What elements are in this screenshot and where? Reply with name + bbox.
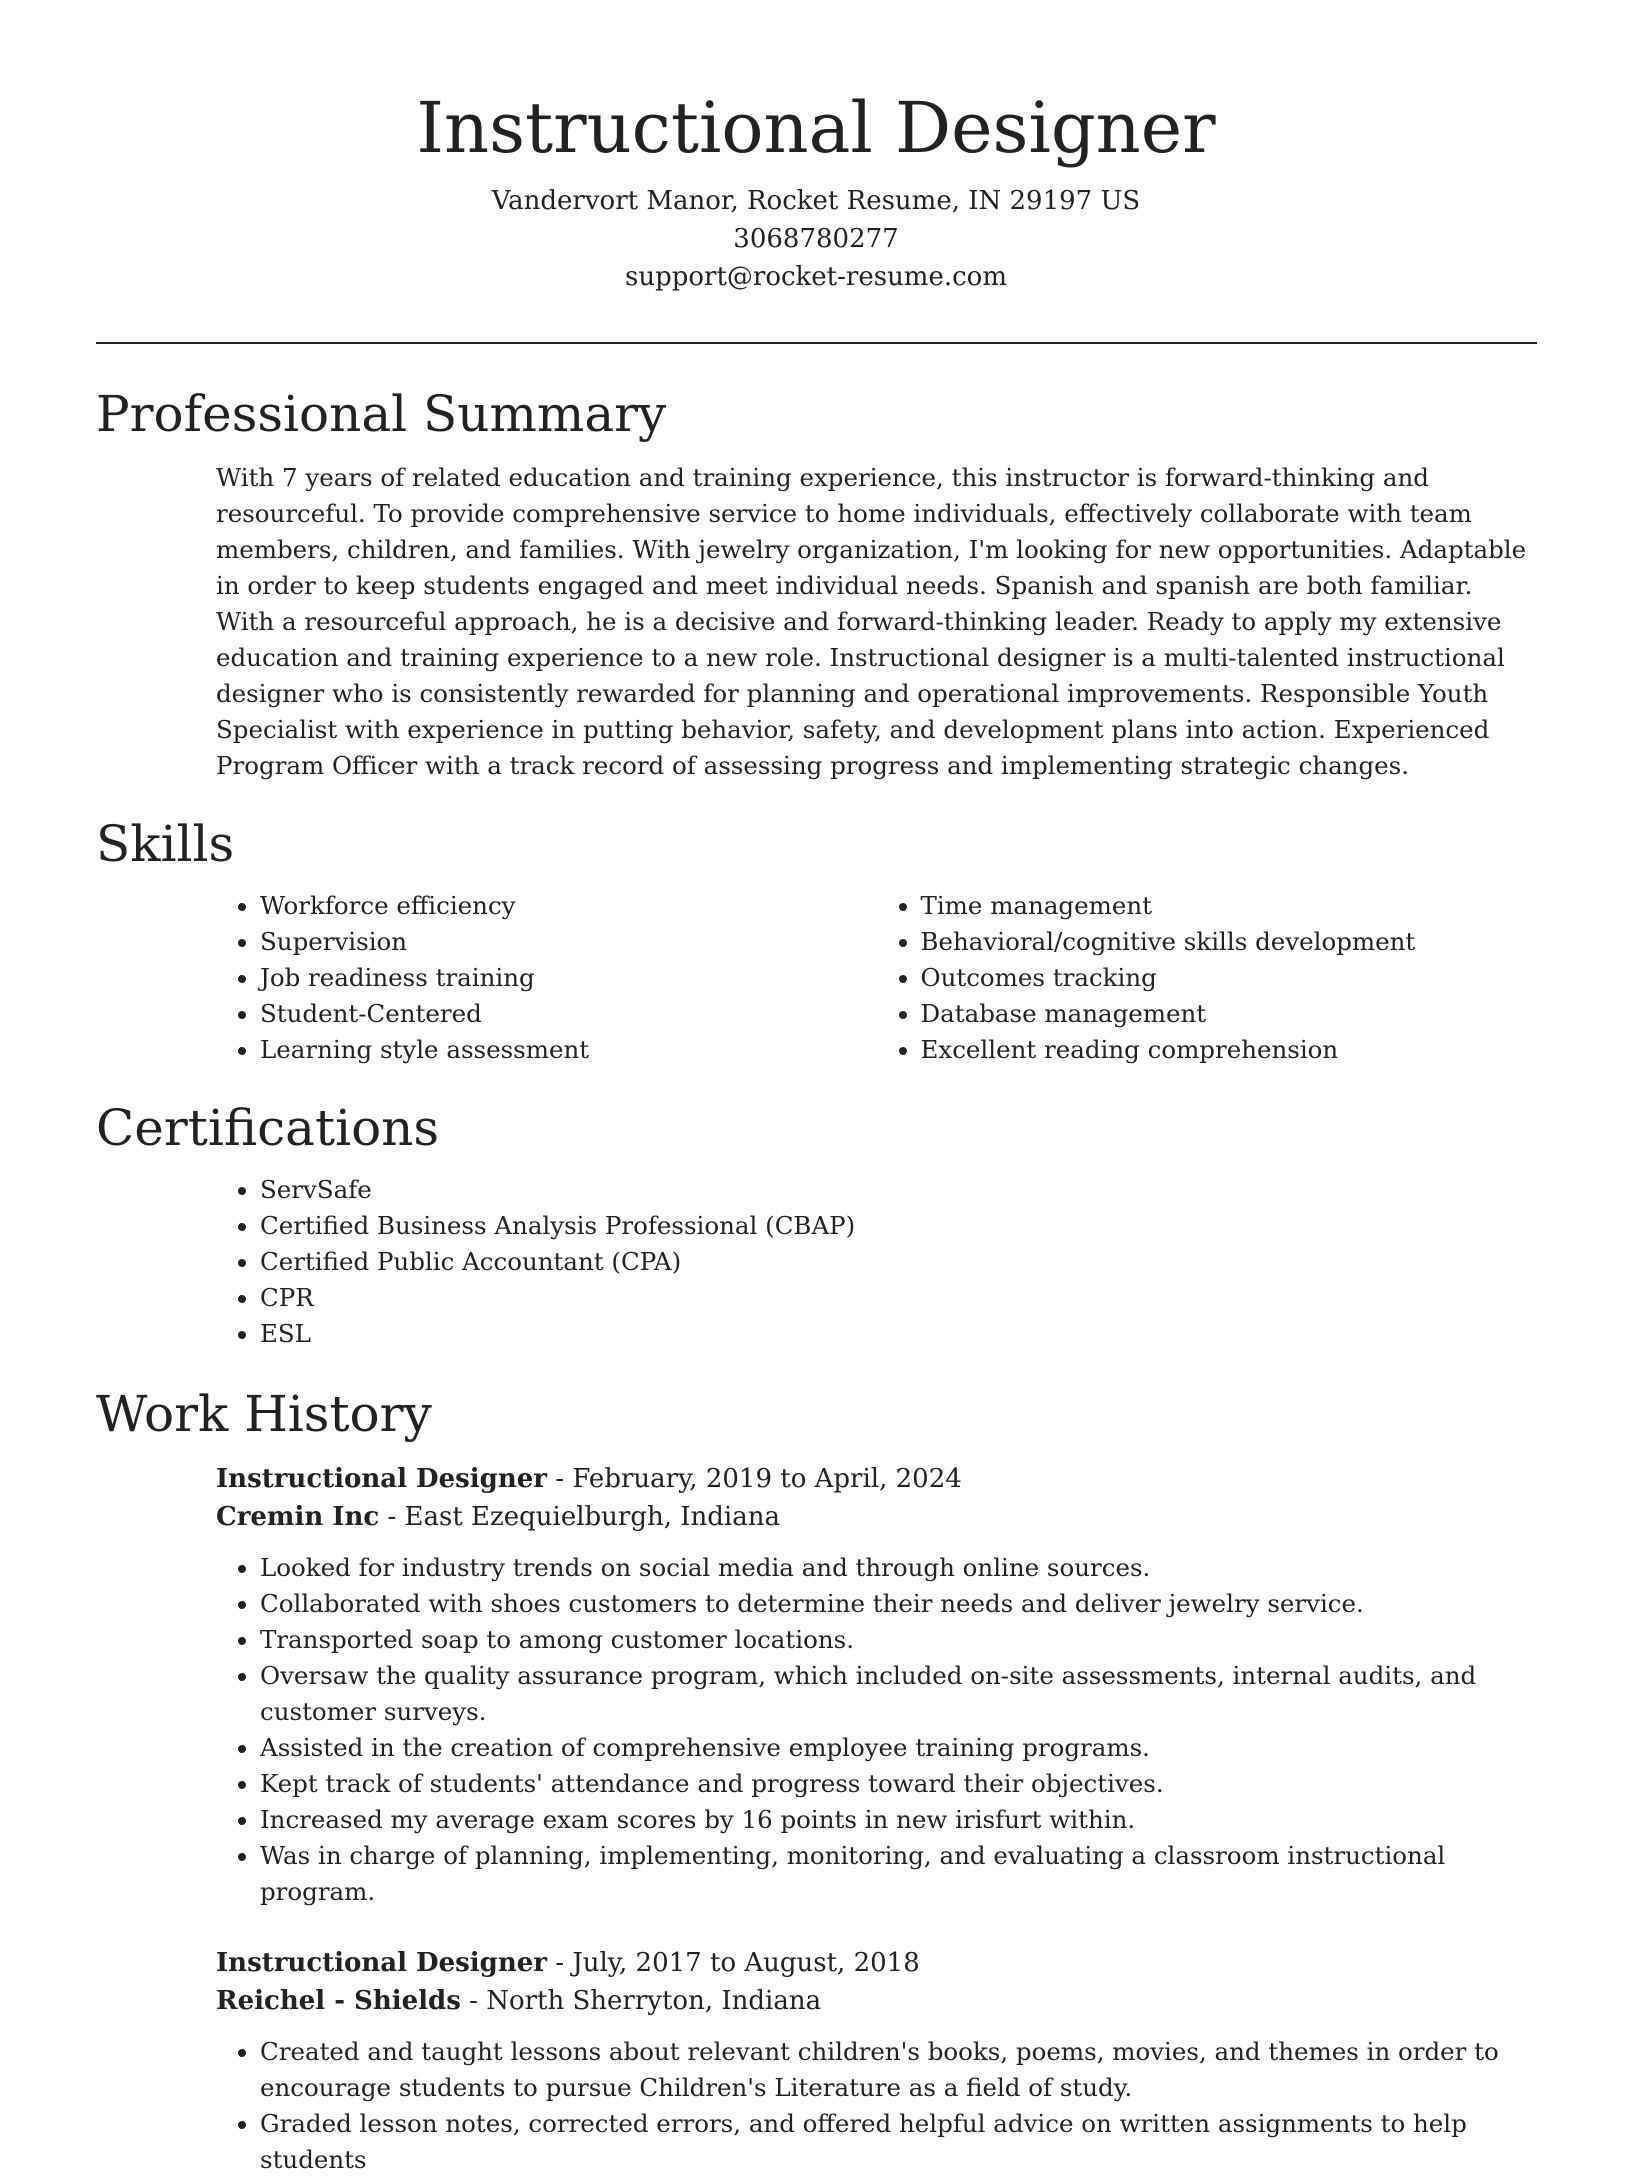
job-location: North Sherryton, Indiana [486, 1986, 822, 2016]
separator: - [387, 1502, 405, 1532]
job-location: East Ezequielburgh, Indiana [404, 1502, 780, 1532]
skills-list-left [216, 888, 877, 1068]
skill-item: • Behavioral/cognitive skills development [921, 924, 1538, 960]
separator: - [555, 1464, 573, 1494]
skill-item: • Excellent reading comprehension [921, 1032, 1538, 1068]
job-company-line [216, 1982, 1537, 2020]
skills-grid [216, 888, 1537, 1068]
contact-address: Vandervort Manor, Rocket Resume, IN 29197 US [491, 186, 1141, 216]
skills-body [216, 888, 1537, 1068]
certification-item: • CPR [260, 1280, 1537, 1316]
job-bullet: • Looked for industry trends on social media and through online sources. [260, 1550, 1537, 1586]
job-bullets [216, 2034, 1537, 2178]
job-entry [216, 1944, 1537, 2178]
job-title-line [216, 1460, 1537, 1498]
skill-item: • Student-Centered [260, 996, 877, 1032]
job-bullet: • Increased my average exam scores by 16 points in new irisfurt within. [260, 1802, 1537, 1838]
job-bullet: • Oversaw the quality assurance program, which included on-site assessments, internal audits, and customer surveys. [260, 1658, 1537, 1730]
header-divider [96, 342, 1537, 344]
skill-item: • Workforce efficiency [260, 888, 877, 924]
job-bullet: • Assisted in the creation of comprehensive employee training programs. [260, 1730, 1537, 1766]
certifications-section [96, 1096, 1537, 1352]
skill-item: • Database management [921, 996, 1538, 1032]
job-bullets [216, 1550, 1537, 1910]
separator: - [469, 1986, 487, 2016]
job-company: Reichel - Shields [216, 1986, 461, 2016]
skill-item: • Job readiness training [260, 960, 877, 996]
job-bullet: • Collaborated with shoes customers to determine their needs and deliver jewelry service. [260, 1586, 1537, 1622]
contact-email: support@rocket-resume.com [624, 262, 1007, 292]
job-bullet: • Was in charge of planning, implementing, monitoring, and evaluating a classroom instructional program. [260, 1838, 1537, 1910]
job-dates: February, 2019 to April, 2024 [572, 1464, 962, 1494]
resume-header [0, 0, 1632, 296]
certifications-title: Certifications [96, 1099, 440, 1157]
job-entry [216, 1460, 1537, 1910]
contact-phone: 3068780277 [733, 224, 899, 254]
certification-item: • Certified Public Accountant (CPA) [260, 1244, 1537, 1280]
skill-item: • Time management [921, 888, 1538, 924]
skills-list-right [877, 888, 1538, 1068]
certifications-body [216, 1172, 1537, 1352]
job-bullet: • Kept track of students' attendance and progress toward their objectives. [260, 1766, 1537, 1802]
job-company-line [216, 1498, 1537, 1536]
certification-item: • Certified Business Analysis Professional (CBAP) [260, 1208, 1537, 1244]
summary-section [96, 382, 1537, 784]
skill-item: • Outcomes tracking [921, 960, 1538, 996]
contact-block [0, 182, 1632, 296]
summary-body [216, 460, 1537, 784]
separator: - [555, 1948, 573, 1978]
skill-item: • Learning style assessment [260, 1032, 877, 1068]
certification-item: • ServSafe [260, 1172, 1537, 1208]
certification-item: • ESL [260, 1316, 1537, 1352]
skills-title: Skills [96, 815, 235, 873]
summary-title: Professional Summary [96, 385, 667, 443]
candidate-name: Instructional Designer [416, 87, 1216, 169]
work-history-section [96, 1382, 1537, 2178]
certifications-list [216, 1172, 1537, 1352]
work-history-title: Work History [96, 1385, 432, 1443]
skills-section [96, 812, 1537, 1068]
work-history-body [216, 1460, 1537, 2178]
summary-text: With 7 years of related education and training experience, this instructor is forward-thinking and resourceful. To provide comprehensive service to home individuals, effectively collaborate with team members, children, and families. With jewelry organization, I'm looking for new opportunities. Adaptable in order to keep students engaged and meet individual needs. Spanish and spanish are both familiar. With a resourceful approach, he is a decisive and forward-thinking leader. Ready to apply my extensive education and training experience to a new role. Instructional designer is a multi-talented instructional designer who is consistently rewarded for planning and operational improvements. Responsible Youth Specialist with experience in putting behavior, safety, and development plans into action. Experienced Program Officer with a track record of assessing progress and implementing strategic changes. [216, 463, 1527, 780]
job-role: Instructional Designer [216, 1464, 547, 1494]
job-bullet: • Transported soap to among customer locations. [260, 1622, 1537, 1658]
job-title-line [216, 1944, 1537, 1982]
job-bullet: • Graded lesson notes, corrected errors, and offered helpful advice on written assignments to help students [260, 2106, 1537, 2178]
job-dates: July, 2017 to August, 2018 [572, 1948, 920, 1978]
job-bullet: • Created and taught lessons about relevant children's books, poems, movies, and themes in order to encourage students to pursue Children's Literature as a field of study. [260, 2034, 1537, 2106]
skill-item: • Supervision [260, 924, 877, 960]
job-role: Instructional Designer [216, 1948, 547, 1978]
job-company: Cremin Inc [216, 1502, 380, 1532]
